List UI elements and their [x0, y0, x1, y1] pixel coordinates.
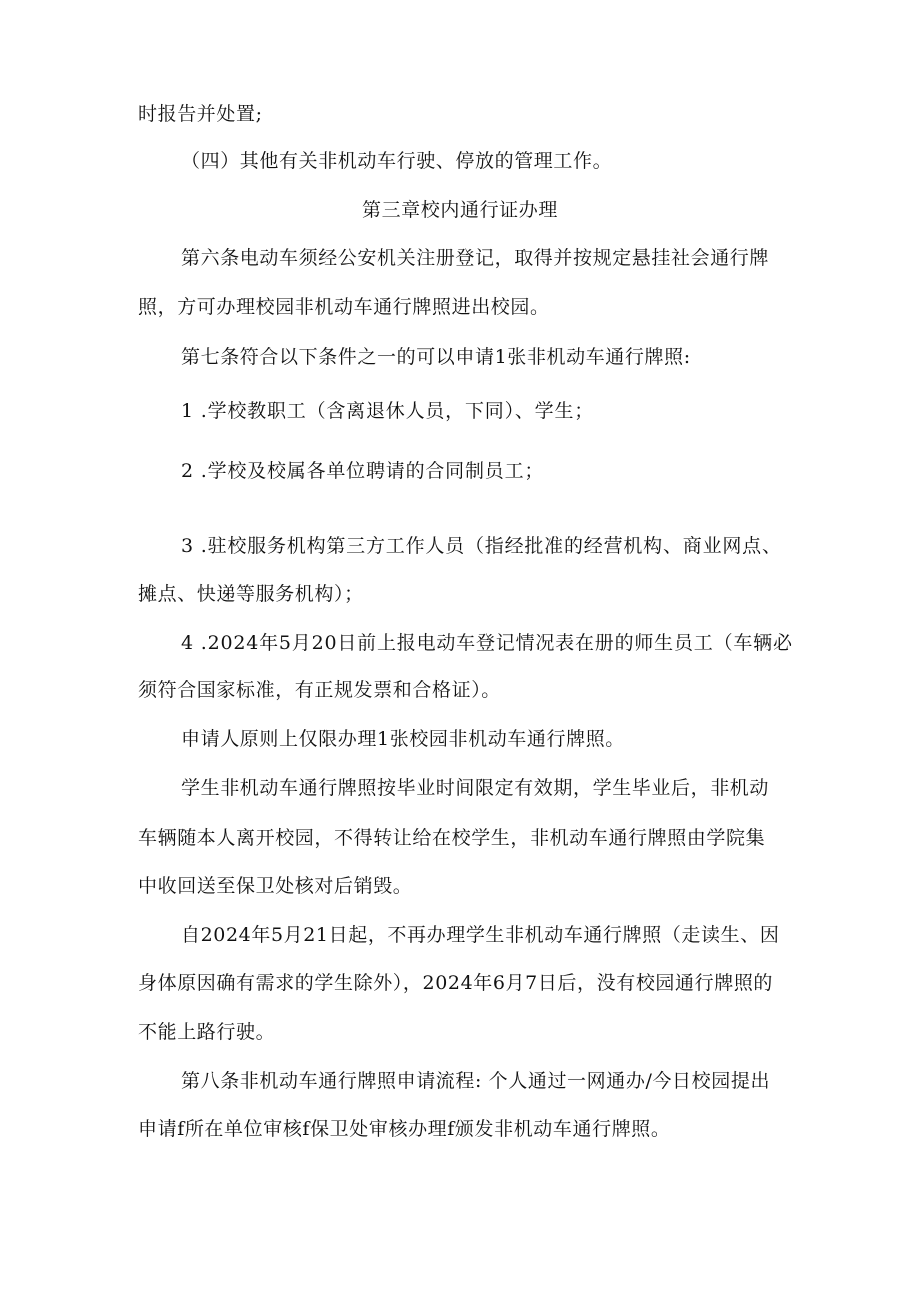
paragraph-line: 摊点、快递等服务机构）；	[138, 583, 364, 605]
paragraph-line: 车辆随本人离开校园，不得转让给在校学生，非机动车通行牌照由学院集	[138, 827, 766, 849]
paragraph-line: 自2024年5月21日起，不再办理学生非机动车通行牌照（走读生、因	[181, 924, 780, 946]
paragraph-line: 申请f所在单位审核f保卫处审核办理f颁发非机动车通行牌照。	[138, 1118, 671, 1140]
list-item: 3 .驻校服务机构第三方工作人员（指经批准的经营机构、商业网点、	[181, 535, 782, 557]
paragraph-line: 时报告并处置;	[138, 103, 263, 125]
paragraph-line: （四）其他有关非机动车行驶、停放的管理工作。	[181, 150, 613, 172]
list-item: 2 .学校及校属各单位聘请的合同制员工；	[181, 460, 545, 482]
paragraph-line: 照，方可办理校园非机动车通行牌照进出校园。	[138, 296, 550, 318]
paragraph-line: 第八条非机动车通行牌照申请流程: 个人通过一网通办/今日校园提出	[181, 1070, 771, 1092]
paragraph-line: 第六条电动车须经公安机关注册登记，取得并按规定悬挂社会通行牌	[181, 247, 770, 269]
paragraph-line: 中收回送至保卫处核对后销毁。	[138, 875, 413, 897]
paragraph-line: 身体原因确有需求的学生除外），2024年6月7日后，没有校园通行牌照的	[138, 972, 774, 994]
chapter-heading: 第三章校内通行证办理	[361, 199, 558, 221]
paragraph-line: 申请人原则上仅限办理1张校园非机动车通行牌照。	[181, 728, 625, 750]
paragraph-line: 学生非机动车通行牌照按毕业时间限定有效期，学生毕业后，非机动	[181, 777, 770, 799]
paragraph-line: 第七条符合以下条件之一的可以申请1张非机动车通行牌照:	[181, 346, 691, 368]
list-item: 4 .2024年5月20日前上报电动车登记情况表在册的师生员工（车辆必	[181, 632, 793, 654]
paragraph-line: 不能上路行驶。	[138, 1021, 276, 1043]
paragraph-line: 须符合国家标准，有正规发票和合格证）。	[138, 679, 501, 701]
list-item: 1 .学校教职工（含离退休人员，下同）、学生；	[181, 400, 595, 422]
